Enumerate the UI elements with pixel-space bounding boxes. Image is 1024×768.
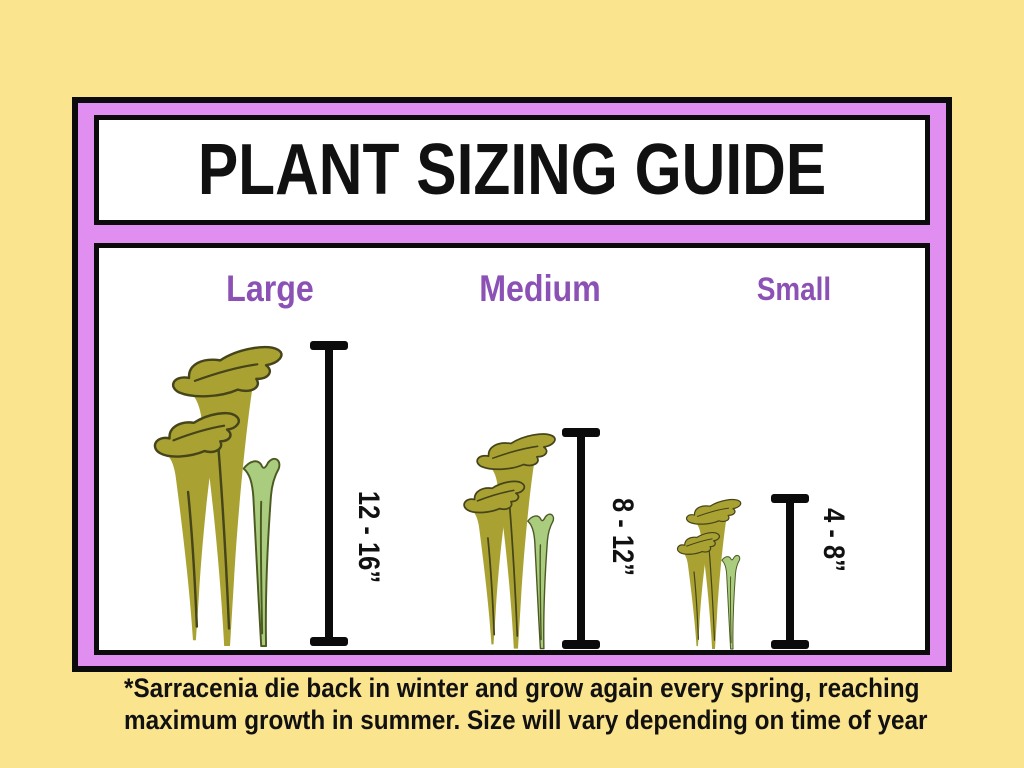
- pitcher-plant-illustration-small: [676, 494, 754, 650]
- measurement-bar-small: [771, 494, 809, 649]
- bar-stem: [786, 503, 794, 640]
- measurement-bar-large: [310, 341, 348, 646]
- size-label-large: Large: [226, 268, 314, 309]
- pitcher-plant-illustration-medium: [462, 426, 574, 650]
- size-range-label-small: 4 - 8”: [817, 508, 850, 572]
- pitcher-plant-illustration-large: [152, 336, 308, 648]
- page-title: PLANT SIZING GUIDE: [197, 130, 827, 210]
- bar-top-cap: [310, 341, 348, 350]
- measurement-bar-medium: [562, 428, 600, 649]
- bar-bottom-cap: [310, 637, 348, 646]
- bar-top-cap: [562, 428, 600, 437]
- title-panel: [94, 115, 930, 225]
- footnote-line-1: *Sarracenia die back in winter and grow again every spring, reaching: [124, 673, 920, 703]
- footnote-line-2: maximum growth in summer. Size will vary depending on time of year: [124, 705, 928, 735]
- size-label-medium: Medium: [479, 268, 601, 309]
- bar-bottom-cap: [771, 640, 809, 649]
- bar-top-cap: [771, 494, 809, 503]
- size-range-label-medium: 8 - 12”: [606, 498, 639, 576]
- sizing-chart-panel: [94, 243, 930, 655]
- footnote: [124, 672, 954, 736]
- bar-stem: [325, 350, 333, 637]
- size-range-label-large: 12 - 16”: [352, 490, 385, 584]
- bar-bottom-cap: [562, 640, 600, 649]
- bar-stem: [577, 437, 585, 640]
- size-label-small: Small: [756, 271, 832, 307]
